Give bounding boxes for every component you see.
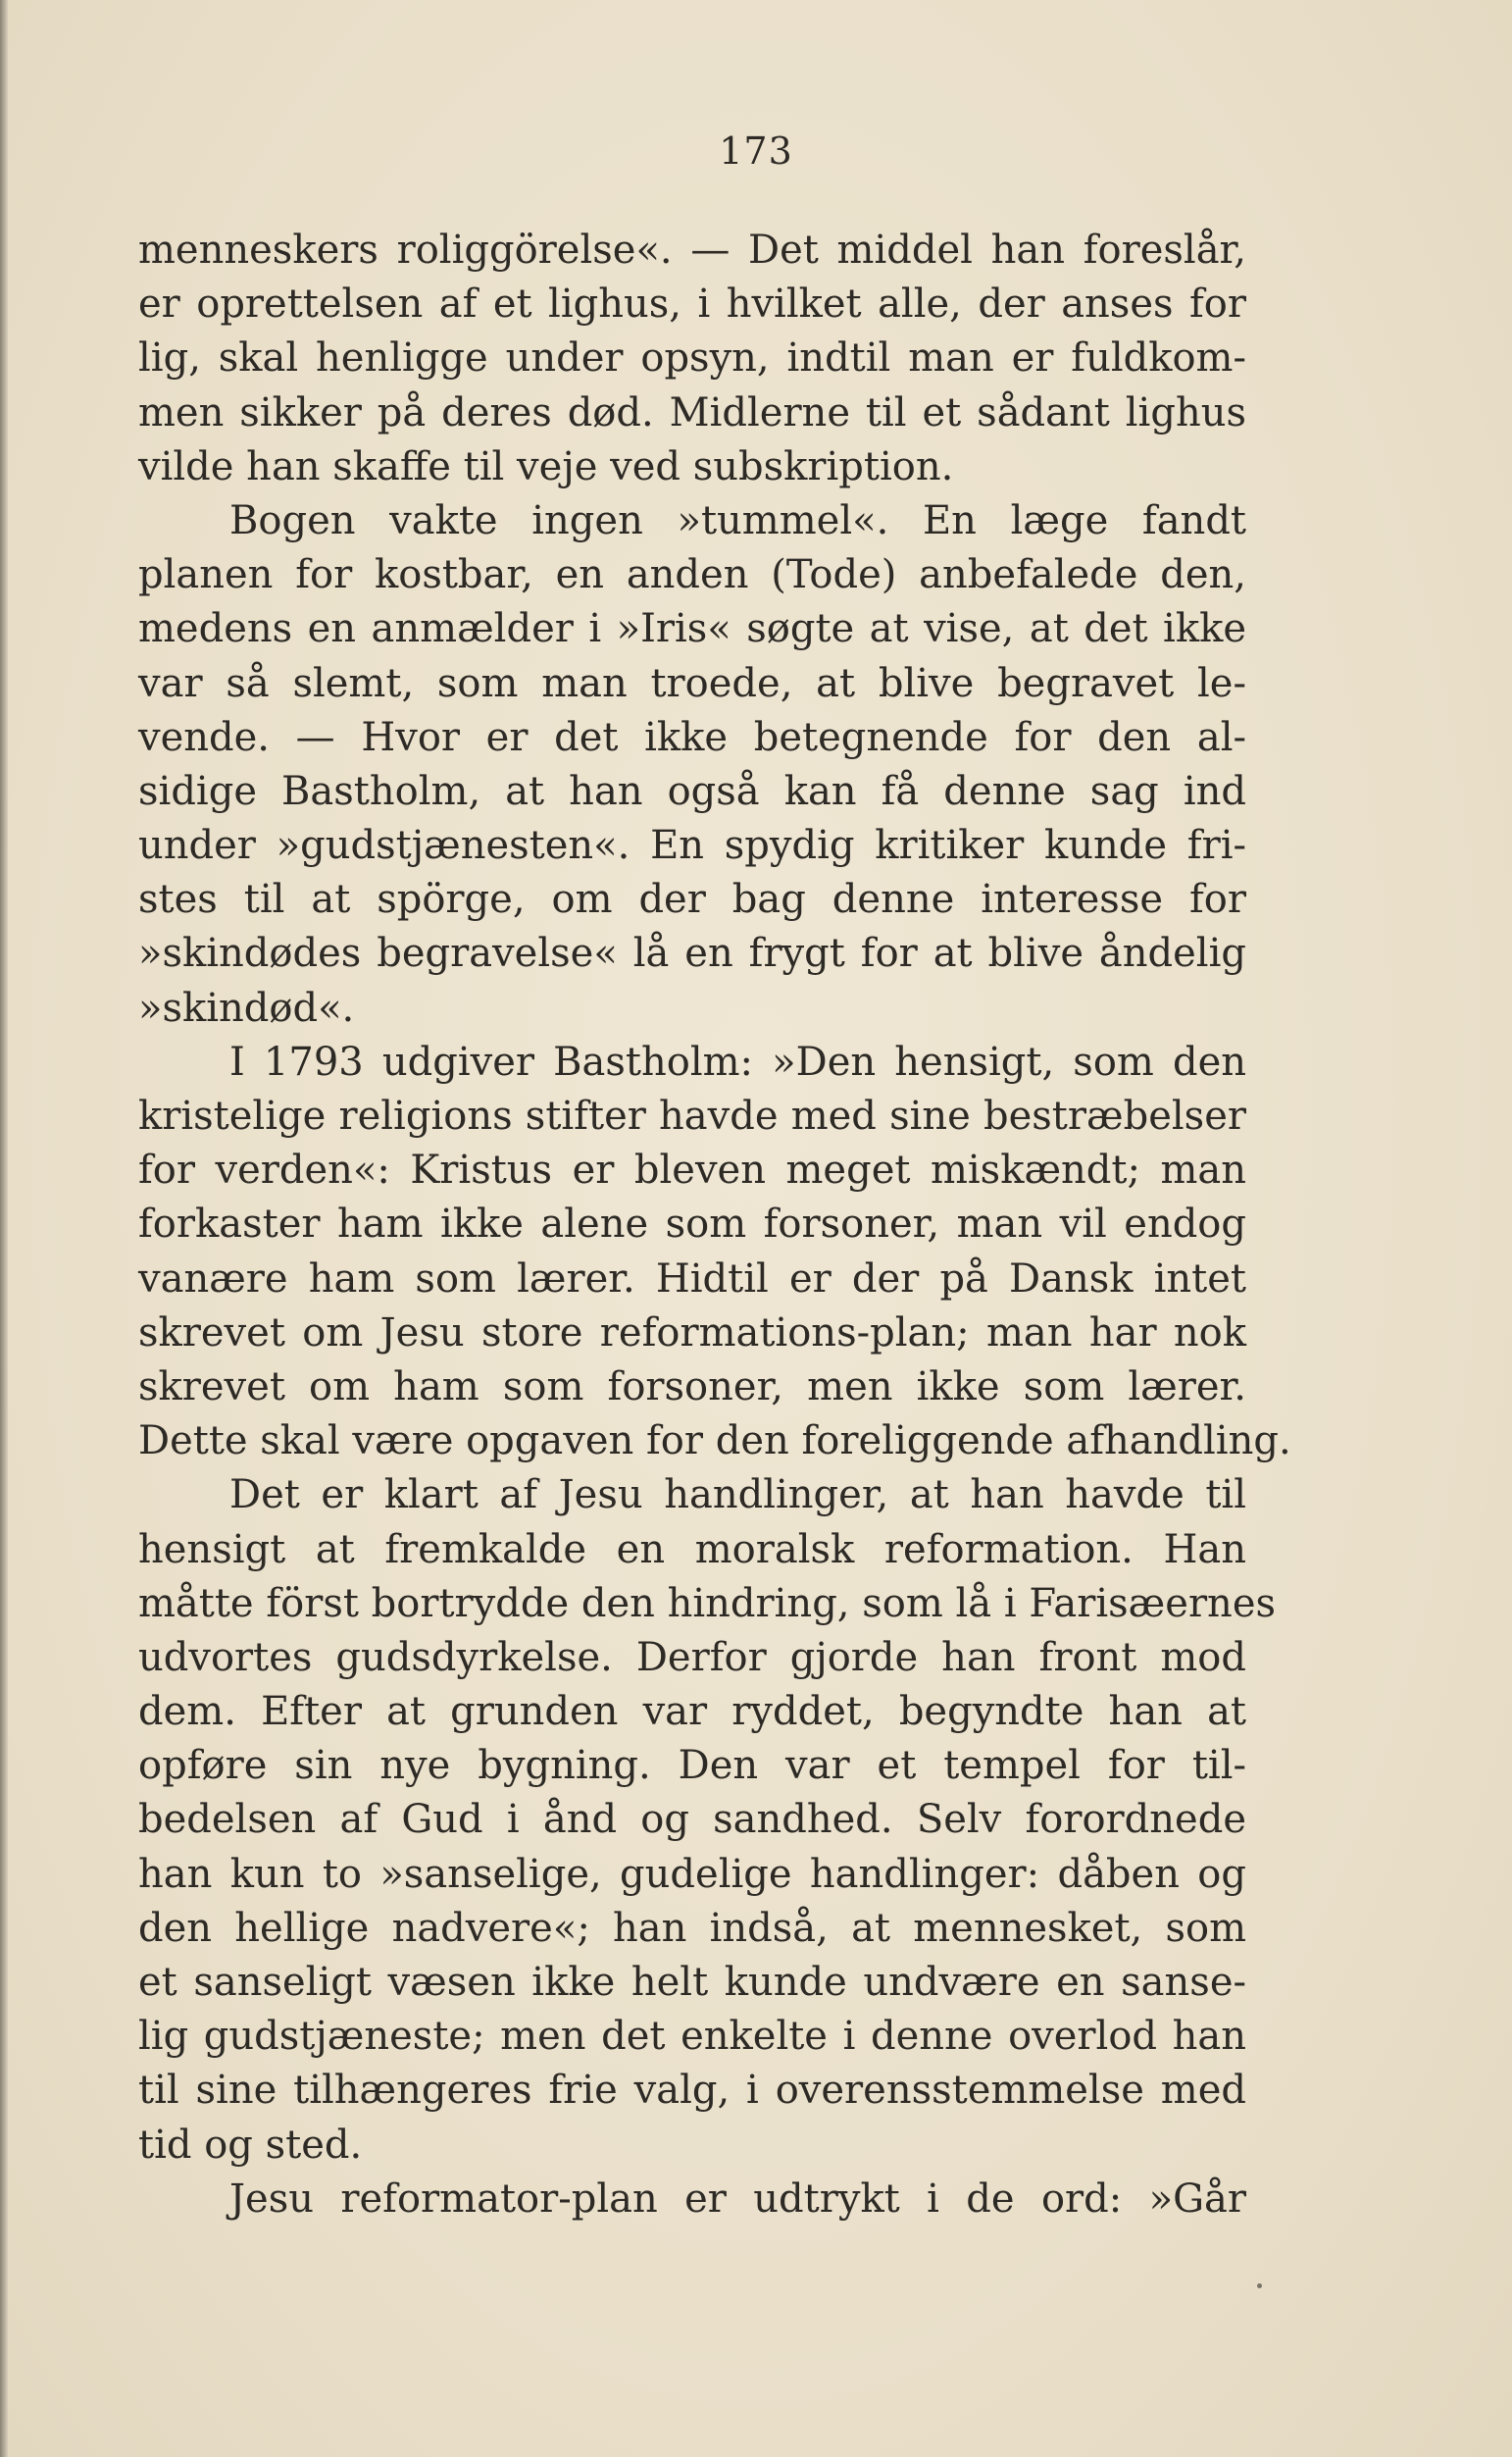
text-line: sidige Bastholm, at han også kan få denne sag ind [138,768,1246,814]
page-binding-edge [0,0,8,2457]
body-text [138,224,1291,2227]
text-line: bedelsen af Gud i ånd og sandhed. Selv forordnede [138,1797,1246,1843]
text-line: for verden«: Kristus er bleven meget miskændt; man [138,1148,1246,1194]
text-line: lig gudstjæneste; men det enkelte i denne overlod han [138,2014,1246,2060]
print-speck [1257,2283,1262,2288]
text-line: Jesu reformator-plan er udtrykt i de ord: »Går [229,2175,1246,2222]
text-line: han kun to »sanselige, gudelige handlinger: dåben og [138,1851,1246,1897]
text-line: skrevet om ham som forsoner, men ikke som lærer. [138,1363,1246,1409]
text-line: »skindød«. [138,985,355,1031]
text-line: I 1793 udgiver Bastholm: »Den hensigt, som den [229,1039,1246,1085]
text-line: vilde han skaffe til veje ved subskription. [138,443,954,489]
text-line: menneskers roliggörelse«. — Det middel han foreslår, [138,228,1246,273]
text-line: opføre sin nye bygning. Den var et tempel for til- [138,1743,1246,1789]
text-line: var så slemt, som man troede, at blive begravet le- [138,660,1246,706]
text-line: et sanseligt væsen ikke helt kunde undvære en sanse- [138,1960,1246,2005]
text-line: vanære ham som lærer. Hidtil er der på Dansk intet [138,1255,1246,1302]
text-line: dem. Efter at grunden var ryddet, begyndte han at [138,1689,1246,1735]
text-line: under »gudstjænesten«. En spydig kritiker kunde fri- [138,823,1246,869]
text-line: til sine tilhængeres frie valg, i overensstemmelse med [138,2068,1246,2114]
text-line: tid og sted. [138,2122,363,2168]
text-line: hensigt at fremkalde en moralsk reformation. Han [138,1526,1246,1572]
text-line: er oprettelsen af et lighus, i hvilket alle, der anses for [138,282,1246,328]
text-line: stes til at spörge, om der bag denne interesse for [138,877,1246,923]
text-line: skrevet om Jesu store reformations-plan; man har nok [138,1309,1246,1356]
page-number: 173 [719,129,793,173]
text-line: Dette skal være opgaven for den foreliggende afhandling. [138,1418,1291,1464]
text-line: Det er klart af Jesu handlinger, at han havde til [229,1472,1246,1518]
text-line: forkaster ham ikke alene som forsoner, man vil endog [138,1202,1246,1248]
text-line: den hellige nadvere«; han indså, at mennesket, som [138,1905,1246,1951]
text-line: kristelige religions stifter havde med sine bestræbelser [138,1094,1246,1139]
text-line: men sikker på deres død. Midlerne til et sådant lighus [138,389,1246,435]
text-line: udvortes gudsdyrkelse. Derfor gjorde han front mod [138,1634,1246,1680]
text-line: »skindødes begravelse« lå en frygt for at blive åndelig [138,931,1246,977]
text-line: lig, skal henligge under opsyn, indtil man er fuldkom- [138,335,1246,382]
text-line: planen for kostbar, en anden (Tode) anbefalede den, [138,552,1246,598]
text-line: måtte först bortrydde den hindring, som lå i Farisæernes [138,1580,1277,1626]
text-line: vende. — Hvor er det ikke betegnende for den al- [138,714,1246,760]
text-line: Bogen vakte ingen »tummel«. En læge fandt [229,497,1246,543]
text-line: medens en anmælder i »Iris« søgte at vise, at det ikke [138,606,1246,652]
